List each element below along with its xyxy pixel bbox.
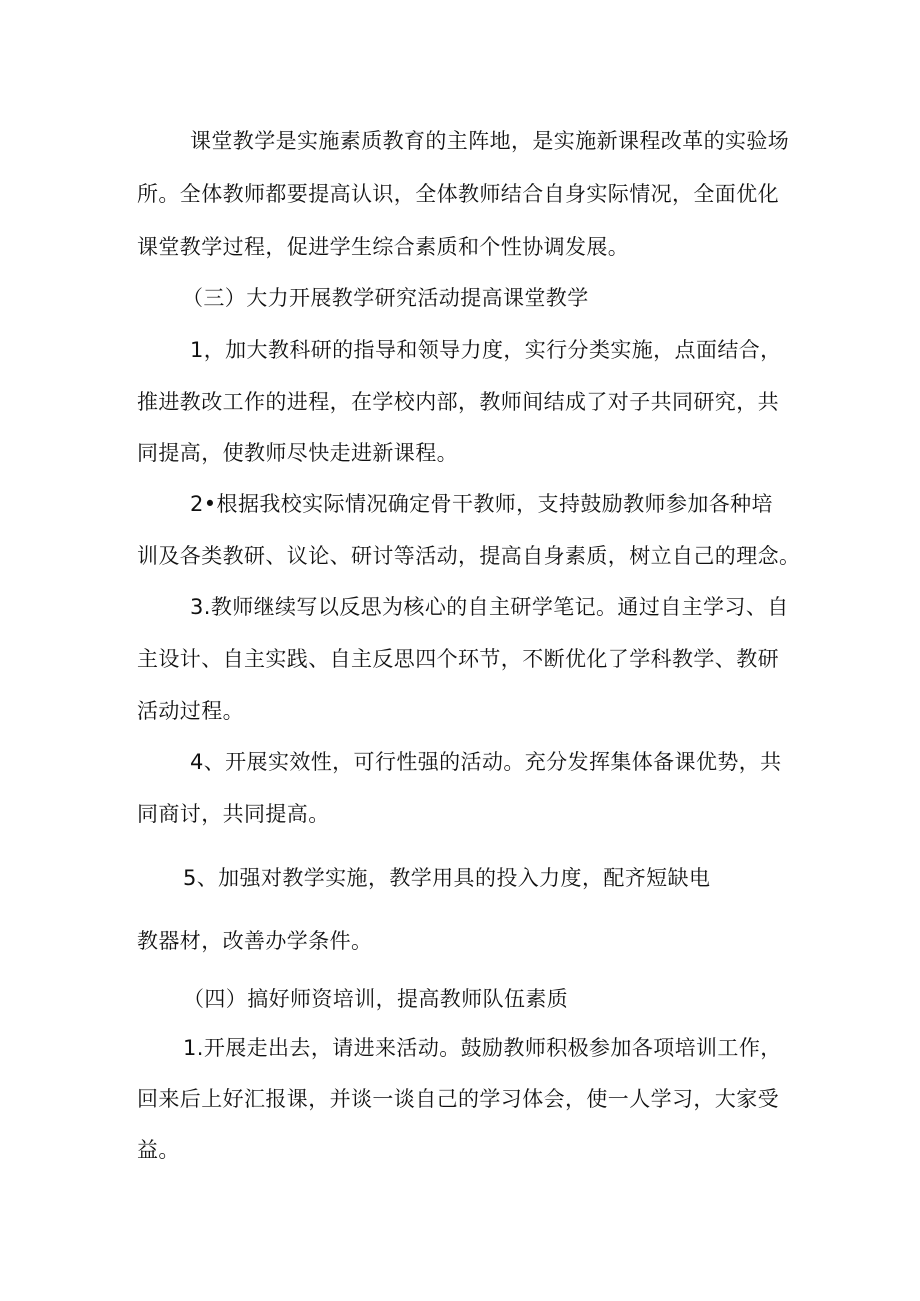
item-2-line-2: 训及各类教研、议论、研讨等活动，提高自身素质，树立自己的理念。 — [137, 544, 801, 568]
item-3-line-3: 活动过程。 — [137, 699, 244, 723]
item-5-line-1: 5、加强对教学实施，教学用具的投入力度，配齐短缺电 — [183, 866, 711, 890]
item-4-line-1: 4、开展实效性，可行性强的活动。充分发挥集体备课优势，共 — [190, 750, 782, 774]
item-1-line-2: 推进教改工作的进程，在学校内部，教师间结成了对子共同研究，共 — [137, 390, 779, 414]
section-4-item-1-line-1: 1.开展走出去，请进来活动。鼓励教师积极参加各项培训工作， — [183, 1036, 782, 1060]
section-4-item-1-line-3: 益。 — [137, 1138, 180, 1162]
item-5-line-2: 教器材，改善办学条件。 — [137, 929, 373, 953]
paragraph-1-line-2: 所。全体教师都要提高认识，全体教师结合自身实际情况，全面优化 — [137, 182, 779, 206]
item-3-line-1: 3.教师继续写以反思为核心的自主研学笔记。通过自主学习、自 — [190, 595, 789, 619]
section-heading-3: （三）大力开展教学研究活动提高课堂教学 — [182, 286, 589, 310]
item-1-line-1: 1，加大教科研的指导和领导力度，实行分类实施，点面结合， — [190, 338, 782, 362]
item-3-line-2: 主设计、自主实践、自主反思四个环节，不断优化了学科教学、教研 — [137, 647, 779, 671]
item-4-line-2: 同商讨，共同提高。 — [137, 802, 330, 826]
item-1-line-3: 同提高，使教师尽快走进新课程。 — [137, 441, 458, 465]
paragraph-1-line-3: 课堂教学过程，促进学生综合素质和个性协调发展。 — [137, 235, 630, 259]
item-2-line-1: 2•根据我校实际情况确定骨干教师，支持鼓励教师参加各种培 — [190, 492, 773, 516]
section-4-item-1-line-2: 回来后上好汇报课，并谈一谈自己的学习体会，使一人学习，大家受 — [137, 1087, 779, 1111]
section-heading-4: （四）搞好师资培训，提高教师队伍素质 — [183, 987, 569, 1011]
paragraph-1-line-1: 课堂教学是实施素质教育的主阵地，是实施新课程改革的实验场 — [190, 129, 790, 153]
